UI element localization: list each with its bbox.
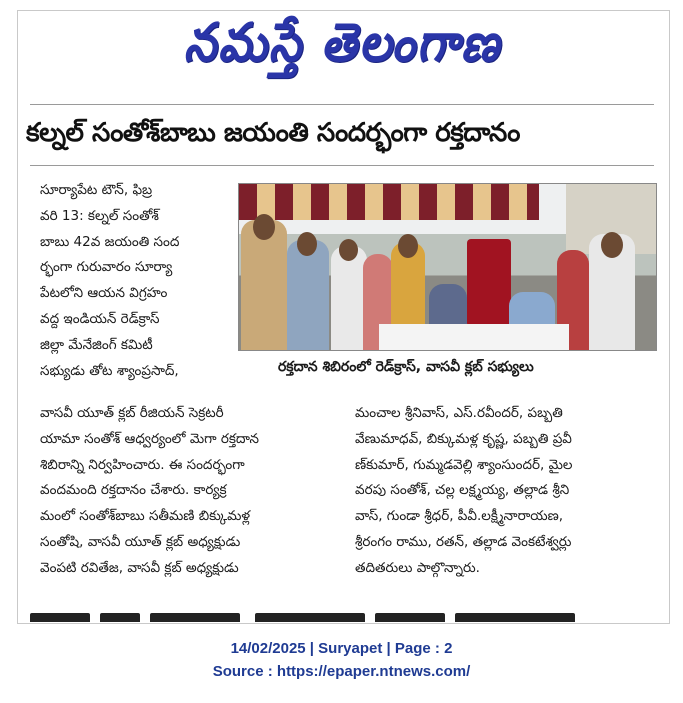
article-line: సూర్యాపేట టౌన్, ఫిబ్ర: [40, 182, 153, 198]
article-line: మంలో సంతోశ్‌బాబు సతీమణి బిక్కుమళ్ల: [40, 508, 251, 525]
person-head: [297, 232, 317, 256]
article-line: యామా సంతోశ్ ఆధ్వర్యంలో మెగా రక్తదాన: [40, 430, 260, 447]
article-line: తదితరులు పాల్గొన్నారు.: [355, 559, 480, 576]
cut-off-next-headline: [30, 612, 654, 622]
article-line: జిల్లా మేనేజింగ్ కమిటీ: [40, 336, 153, 353]
article-line: శిబిరాన్ని నిర్వహించారు. ఈ సందర్భంగా: [40, 456, 245, 473]
article-line: వాసవీ యూత్ క్లబ్ రీజియన్ సెక్రటరీ: [40, 405, 224, 421]
person-head: [601, 232, 623, 258]
article-line: సంతోషి, వాసవీ యూత్ క్లబ్ అధ్యక్షుడు: [40, 533, 241, 550]
article-line: వరపు సంతోశ్, చల్ల లక్ష్మయ్య, తల్లాడ శ్రీని: [355, 482, 570, 499]
article-line: ణ్‌కుమార్, గుమ్మడవెల్లి శ్యాంసుందర్, మైల: [355, 456, 573, 473]
person-figure: [331, 246, 367, 350]
person-figure: [287, 240, 329, 350]
photo-caption: రక్తదాన శిబిరంలో రెడ్‌క్రాస్, వాసవీ క్లబ్ సభ్యులు: [262, 352, 668, 382]
tent-canopy: [239, 184, 539, 220]
person-head: [339, 239, 358, 261]
person-head: [253, 214, 275, 240]
donation-table: [379, 324, 569, 350]
headline-top-rule: [30, 104, 654, 105]
article-line: వెంపటి రవితేజ, వాసవీ క్లబ్ అధ్యక్షుడు: [40, 559, 239, 576]
article-line: శ్రీరంగం రాము, రతన్, తల్లాడ వెంకటేశ్వర్లు: [355, 533, 572, 550]
article-line: పేటలోని ఆయన విగ్రహం: [40, 285, 168, 302]
article-line: వాస్, గుండా శ్రీధర్, పీవీ.లక్ష్మీనారాయణ,: [355, 508, 564, 525]
article-line: వందమంది రక్తదానం చేశారు. కార్యక్ర: [40, 482, 227, 499]
article-photo: [238, 183, 657, 351]
masthead-logo: నమస్తే తెలంగాణ: [183, 11, 502, 74]
article-column-right: [355, 401, 655, 582]
article-line: మంచాల శ్రీనివాస్, ఎస్.రవీందర్, పబ్బతి: [355, 405, 563, 421]
clipping-date-line: 14/02/2025 | Suryapet | Page : 2: [230, 640, 453, 657]
article-line: బాబు 42వ జయంతి సంద: [40, 233, 180, 250]
clipping-source-line: Source : https://epaper.ntnews.com/: [212, 663, 471, 680]
article-column-left: [40, 178, 226, 384]
article-line: వరి 13: కల్నల్ సంతోశ్: [40, 207, 159, 224]
article-line: వద్ద ఇండియన్ రెడ్‌క్రాస్: [40, 310, 160, 327]
article-line: ర్భంగా గురువారం సూర్యా: [40, 259, 173, 276]
person-head: [398, 234, 418, 258]
headline-bottom-rule: [30, 165, 654, 166]
article-headline: కల్నల్ సంతోశ్‌బాబు జయంతి సందర్భంగా రక్తదానం: [26, 118, 520, 148]
newspaper-masthead: [17, 10, 668, 92]
article-line: వేణుమాధవ్, బిక్కుమళ్ల కృష్ణ, పబ్బతి ప్రవీ: [355, 430, 572, 447]
article-column-middle: [40, 401, 342, 582]
red-cross-banner: [467, 239, 511, 327]
article-line: సభ్యుడు తోట శ్యాంప్రసాద్,: [40, 362, 179, 379]
